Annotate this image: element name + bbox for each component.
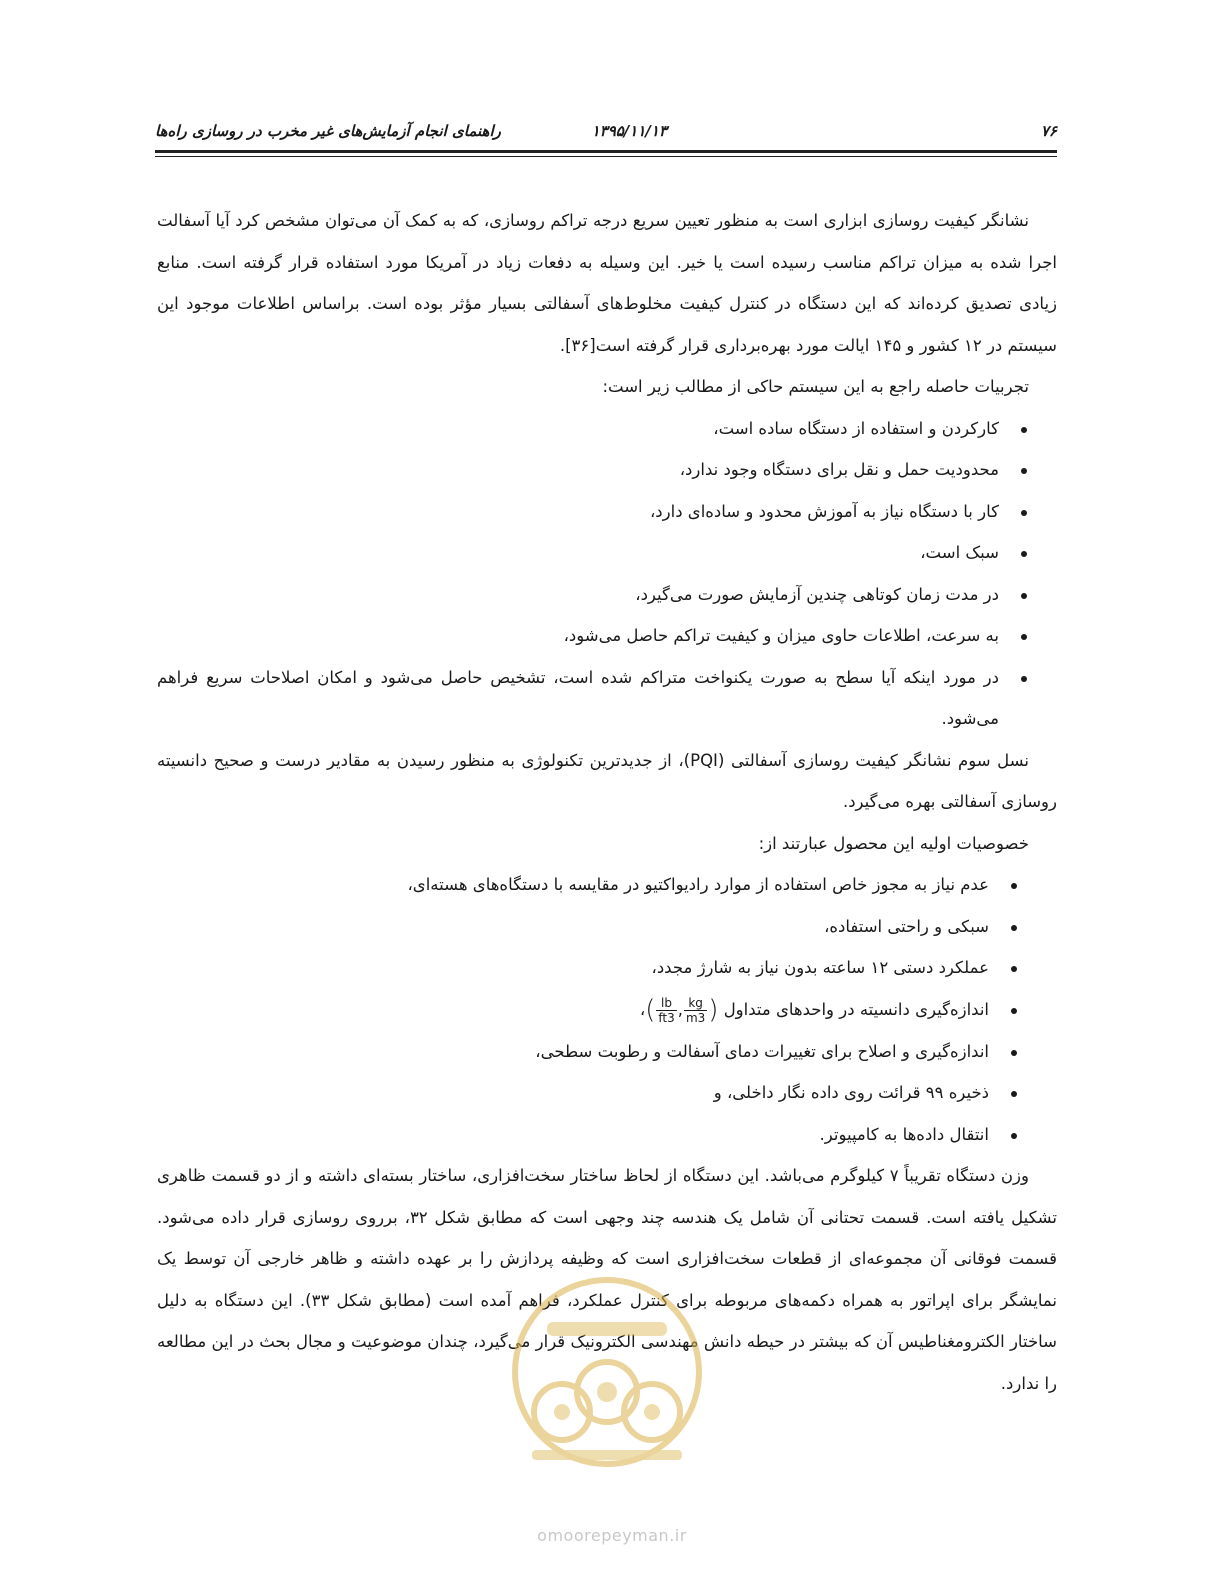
- paragraph-pqi: نسل سوم نشانگر کیفیت روسازی آسفالتی (PQI)، از جدیدترین تکنولوژی به منظور رسیدن به مقادیر درست و صحیح دانسیته روسازی آسفالتی بهره می‌گیرد.: [157, 750, 1057, 811]
- header-rule-secondary: [155, 156, 1057, 157]
- list-item-units: اندازه‌گیری دانسیته در واحدهای متداول ( $\frac{kg}{m3}$ , $\frac{lb}{ft3}$ )،: [157, 989, 1057, 1031]
- watermark-url: omoorepeyman.ir: [537, 1526, 687, 1545]
- body-text: [157, 200, 1057, 1404]
- paragraph-features: خصوصیات اولیه این محصول عبارتند از:: [758, 833, 1029, 853]
- fraction-denominator: ft3: [658, 1010, 675, 1025]
- open-paren: (: [708, 994, 719, 1025]
- list-item: در مدت زمان کوتاهی چندین آزمایش صورت می‌گیرد،: [157, 574, 1057, 616]
- list-item: اندازه‌گیری و اصلاح برای تغییرات دمای آسفالت و رطوبت سطحی،: [157, 1031, 1057, 1073]
- list-item: سبکی و راحتی استفاده،: [157, 906, 1057, 948]
- list-item: محدودیت حمل و نقل برای دستگاه وجود ندارد،: [157, 449, 1057, 491]
- paragraph-experience: تجربیات حاصله راجع به این سیستم حاکی از مطالب زیر است:: [602, 377, 1029, 396]
- list-item: عدم نیاز به مجوز خاص استفاده از موارد رادیواکتیو در مقایسه با دستگاه‌های هسته‌ای،: [157, 864, 1057, 906]
- list-item: سبک است،: [157, 532, 1057, 574]
- experience-list: [157, 408, 1057, 740]
- list-item: انتقال داده‌ها به کامپیوتر.: [157, 1114, 1057, 1156]
- header-title: راهنمای انجام آزمایش‌های غیر مخرب در روسازی راه‌ها: [155, 122, 501, 140]
- list-item: کارکردن و استفاده از دستگاه ساده است،: [157, 408, 1057, 450]
- list-item: به سرعت، اطلاعات حاوی میزان و کیفیت تراکم حاصل می‌شود،: [157, 615, 1057, 657]
- paragraph-device: وزن دستگاه تقریباً ۷ کیلوگرم می‌باشد. این دستگاه از لحاظ ساختار سخت‌افزاری، ساختار بسته‌ای داشته و از دو قسمت ظاهری تشکیل یافته است. قسمت تحتانی آن شامل یک هندسه چند وجهی است که مطابق شکل ۳۲، برروی روسازی قرار داده می‌شود. قسمت فوقانی آن مجموعه‌ای از قطعات سخت‌افزاری است که وظیفه پردازش را بر عهده داشته و ظاهر خارجی آن توسط یک نمایشگر برای اپراتور به همراه دکمه‌های مربوطه برای کنترل عملکرد، فراهم آمده است (مطابق شکل ۳۳). این دستگاه به دلیل ساختار الکترومغناطیس آن که بیشتر در حیطه دانش مهندسی الکترونیک قرار می‌گیرد، چندان موضوعیت و مجال بحث در این مطالعه را ندارد.: [157, 1166, 1058, 1393]
- list-item: کار با دستگاه نیاز به آموزش محدود و ساده‌ای دارد،: [157, 491, 1057, 533]
- list-item: در مورد اینکه آیا سطح به صورت یکنواخت متراکم شده است، تشخیص حاصل می‌شود و امکان اصلاحات سریع فراهم می‌شود.: [157, 657, 1057, 740]
- close-paren: ): [645, 994, 656, 1025]
- fraction-denominator: m3: [685, 1010, 706, 1025]
- page-number: ۷۶: [1040, 122, 1057, 140]
- header-date: ۱۳۹۵/۱۱/۱۳: [591, 122, 667, 140]
- page-header: [155, 118, 1057, 148]
- unit-fraction-kg-m3: [684, 996, 707, 1025]
- units-text: اندازه‌گیری دانسیته در واحدهای متداول: [723, 999, 989, 1019]
- unit-fraction-lb-ft3: [656, 996, 676, 1025]
- fraction-numerator: lb: [656, 996, 676, 1011]
- header-rule: [155, 150, 1057, 153]
- paragraph-intro: نشانگر کیفیت روسازی ابزاری است به منظور تعیین سریع درجه تراکم روسازی، که به کمک آن می‌توان مشخص کرد آیا آسفالت اجرا شده به میزان تراکم مناسب رسیده است یا خیر. این وسیله به دفعات زیاد در آمریکا مورد استفاده قرار گرفته است. منابع زیادی تصدیق کرده‌اند که این دستگاه در کنترل کیفیت مخلوط‌های آسفالتی بسیار مؤثر بوده است. براساس اطلاعات موجود این سیستم در ۱۲ کشور و ۱۴۵ ایالت مورد بهره‌برداری قرار گرفته است[۳۶].: [157, 211, 1057, 355]
- watermark-seal-icon: [492, 1262, 722, 1482]
- features-list: [157, 864, 1057, 1155]
- fraction-numerator: kg: [684, 996, 707, 1011]
- list-item: ذخیره ۹۹ قرائت روی داده نگار داخلی، و: [157, 1072, 1057, 1114]
- list-item: عملکرد دستی ۱۲ ساعته بدون نیاز به شارژ مجدد،: [157, 947, 1057, 989]
